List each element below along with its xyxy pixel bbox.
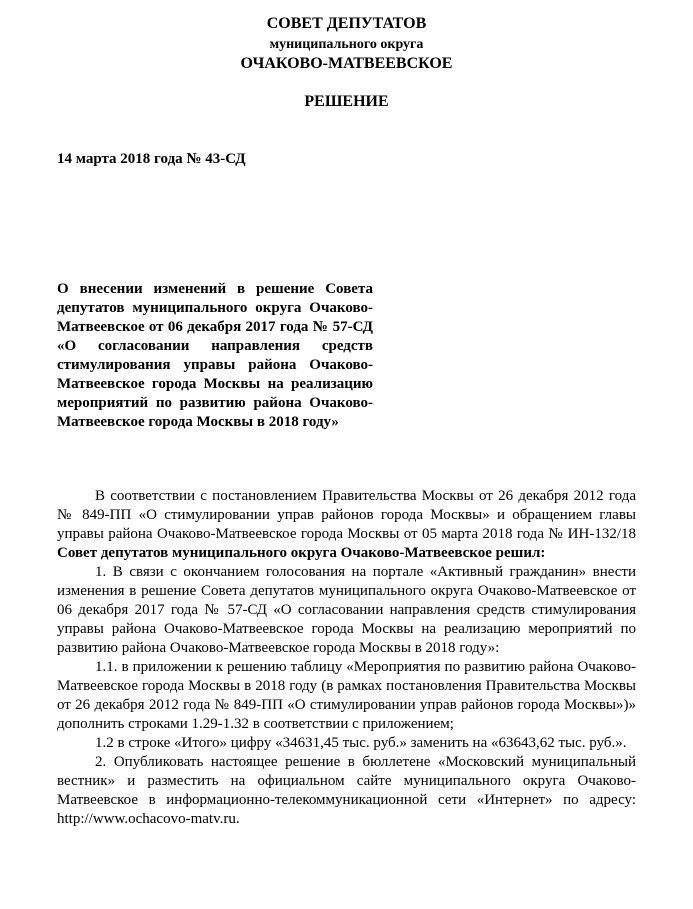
- document-type: РЕШЕНИЕ: [304, 93, 389, 110]
- decision-body: [57, 487, 636, 829]
- decision-subject: О внесении изменений в решение Совета депутатов муниципального округа Очаково-Матвеевское от 06 декабря 2017 года № 57-СД «О согласовании направления средств стимулирования управы района Очаково-Матвеевское города Москвы на реализацию мероприятий по развитию района Очаково-Матвеевское города Москвы в 2018 году»: [57, 281, 373, 430]
- item-paragraph: 2. Опубликовать настоящее решение в бюллетене «Московский муниципальный вестник» и разместить на официальном сайте муниципального округа Очаково-Матвеевское в информационно-телекоммуникационной сети «Интернет» по адресу: http://www.ochacovo-matv.ru.: [57, 754, 636, 827]
- preamble-text: В соответствии с постановлением Правительства Москвы от 26 декабря 2012 года № 849-ПП «О стимулировании управ районов города Москвы» и обращением главы управы района Очаково-Матвеевское города Москвы от 05 марта 2018 года № ИН-132/18: [57, 488, 636, 542]
- preamble-paragraph: [57, 487, 636, 563]
- district-name: ОЧАКОВО-МАТВЕЕВСКОЕ: [240, 55, 453, 72]
- organization-subtitle: муниципального округа: [269, 37, 424, 52]
- preamble-resolution: Совет депутатов муниципального округа Очаково-Матвеевское решил:: [57, 545, 546, 561]
- date-and-number: 14 марта 2018 года № 43-СД: [57, 151, 246, 167]
- item-paragraph: 1. В связи с окончанием голосования на портале «Активный гражданин» внести изменения в решение Совета депутатов муниципального округа Очаково-Матвеевское от 06 декабря 2017 года № 57-СД «О согласовании направления средств стимулирования управы района Очаково-Матвеевское города Москвы на реализацию мероприятий по развитию района Очаково-Матвеевское города Москвы в 2018 году»:: [57, 564, 636, 656]
- organization-title: СОВЕТ ДЕПУТАТОВ: [266, 15, 427, 32]
- item-paragraph: 1.2 в строке «Итого» цифру «34631,45 тыс. руб.» заменить на «63643,62 тыс. руб.».: [95, 735, 627, 751]
- item-paragraph: 1.1. в приложении к решению таблицу «Мероприятия по развитию района Очаково-Матвеевское города Москвы в 2018 году (в рамках постановления Правительства Москвы от 26 декабря 2012 года № 849-ПП «О стимулировании управ районов города Москвы»)» дополнить строками 1.29-1.32 в соответствии с приложением;: [57, 659, 636, 732]
